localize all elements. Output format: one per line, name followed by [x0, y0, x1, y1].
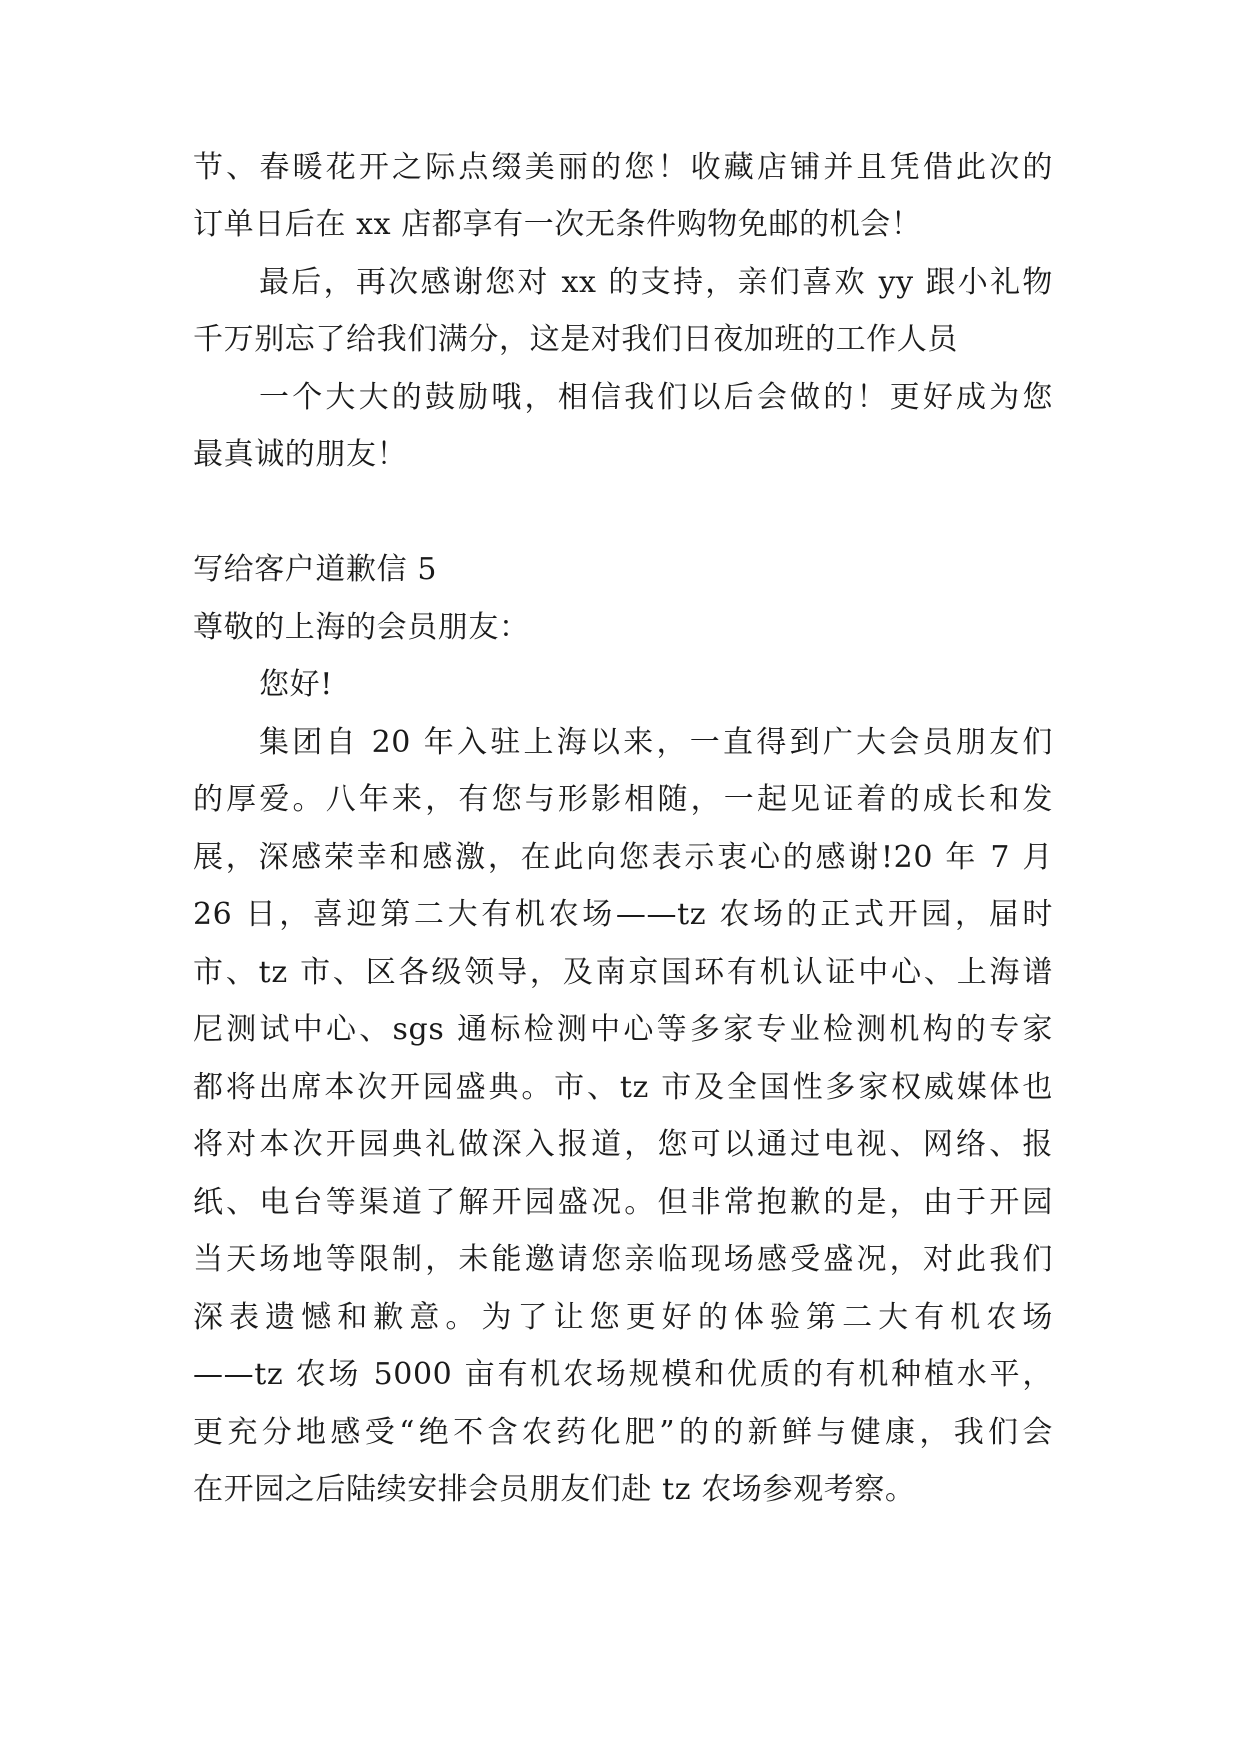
text-line: 千万别忘了给我们满分，这是对我们日夜加班的工作人员 [193, 322, 958, 357]
text-line: 当天场地等限制，未能邀请您亲临现场感受盛况，对此我们 [193, 1242, 1053, 1277]
text-line: 在开园之后陆续安排会员朋友们赴 tz 农场参观考察。 [193, 1472, 916, 1507]
salutation: 尊敬的上海的会员朋友： [193, 610, 530, 645]
text-line: 都将出席本次开园盛典。市、tz 市及全国性多家权威媒体也 [193, 1070, 1053, 1105]
text-line: 最真诚的朋友！ [193, 437, 408, 472]
greeting: 您好! [259, 667, 333, 702]
text-line: 节、春暖花开之际点缀美丽的您！收藏店铺并且凭借此次的 [193, 150, 1053, 185]
text-line: 纸、电台等渠道了解开园盛况。但非常抱歉的是，由于开园 [193, 1185, 1053, 1220]
text-line: 订单日后在 xx 店都享有一次无条件购物免邮的机会！ [193, 207, 922, 242]
paragraph-first-line: 最后，再次感谢您对 xx 的支持，亲们喜欢 yy 跟小礼物 [259, 265, 1053, 300]
text-line: 26 日，喜迎第二大有机农场——tz 农场的正式开园，届时 [193, 897, 1053, 932]
text-line: 展，深感荣幸和感激，在此向您表示衷心的感谢!20 年 7 月 [193, 840, 1053, 875]
paragraph-first-line: 一个大大的鼓励哦，相信我们以后会做的！更好成为您 [259, 380, 1053, 415]
text-line: 尼测试中心、sgs 通标检测中心等多家专业检测机构的专家 [193, 1012, 1053, 1047]
section-title: 写给客户道歉信 5 [193, 552, 438, 587]
text-line: 将对本次开园典礼做深入报道，您可以通过电视、网络、报 [193, 1127, 1053, 1162]
text-line: 更充分地感受“绝不含农药化肥”的的新鲜与健康，我们会 [193, 1415, 1053, 1450]
text-line: 的厚爱。八年来，有您与形影相随，一起见证着的成长和发 [193, 782, 1053, 817]
text-line: 深表遗憾和歉意。为了让您更好的体验第二大有机农场 [193, 1300, 1053, 1335]
text-line: ——tz 农场 5000 亩有机农场规模和优质的有机种植水平， [193, 1357, 1053, 1392]
paragraph-first-line: 集团自 20 年入驻上海以来，一直得到广大会员朋友们 [259, 725, 1053, 760]
text-line: 市、tz 市、区各级领导，及南京国环有机认证中心、上海谱 [193, 955, 1053, 990]
